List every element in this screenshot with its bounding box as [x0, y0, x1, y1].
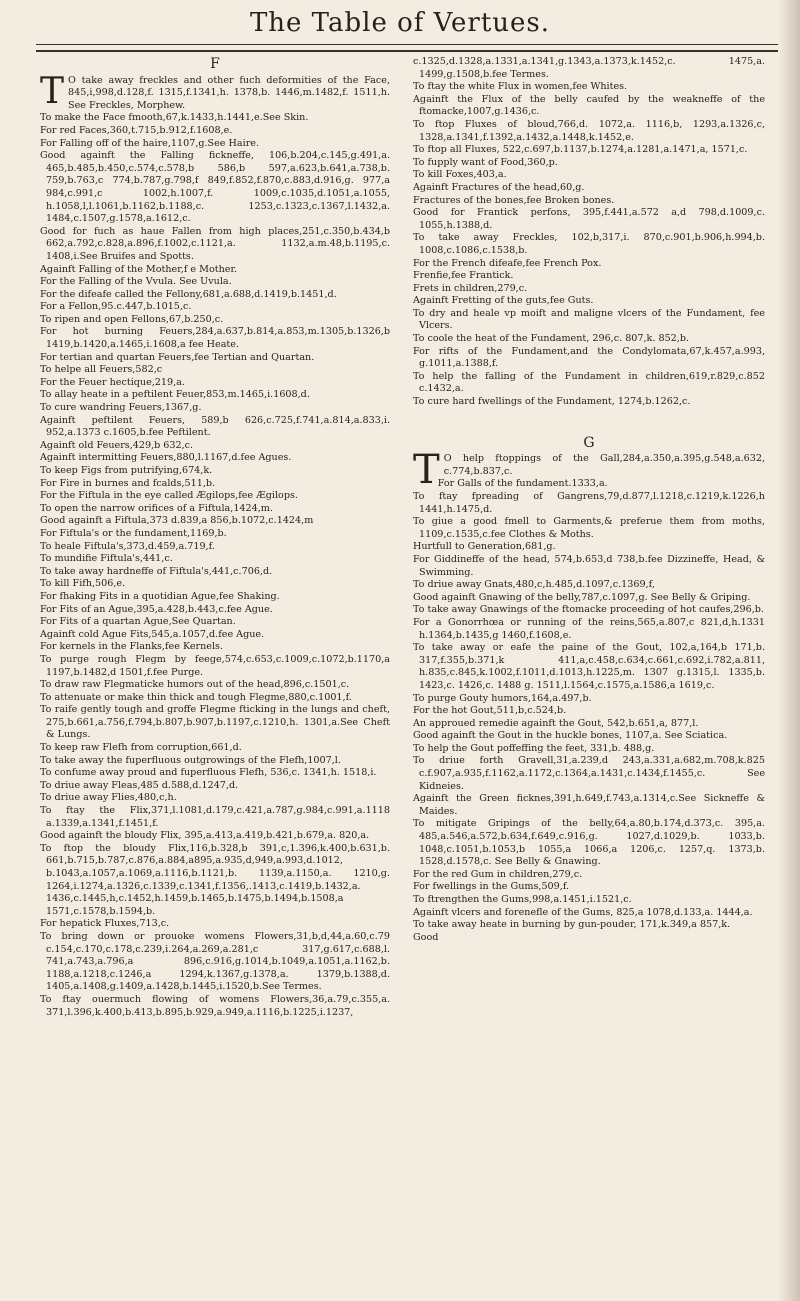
- index-entry: Good againft the Gout in the huckle bones, 1107,a. See Sciatica.: [413, 730, 728, 742]
- page-title: The Table of Vertues.: [249, 8, 551, 38]
- index-entry: To driue forth Gravell,31,a.239,d 243,a.331,a.682,m.708,k.825 c.f.907,a.935,f.1162,a.1172,c.1364,a.1431,c.1434,f.1455,c. See Kidneies.: [413, 755, 765, 792]
- index-entry: Fractures of the bones,fee Broken bones.: [413, 194, 615, 206]
- index-entry: Good: [413, 931, 439, 943]
- index-entry: To dry and heale vp moift and maligne vlcers of the Fundament, fee Vlcers.: [413, 307, 765, 332]
- index-entry: To ftay fpreading of Gangrens,79,d.877,l.1218,c.1219,k.1226,h 1441,h.1475,d.: [413, 491, 765, 515]
- index-entry: To driue away Gnats,480,c,h.485,d.1097,c.1369,f,: [413, 579, 655, 591]
- index-entry: For fhaking Fits in a quotidian Ague,fee Shaking.: [40, 590, 280, 602]
- index-entry: Frets in children,279,c.: [413, 282, 528, 294]
- index-entry: To purge rough Flegm by feege,574,c.653,c.1009,c.1072,b.1170,a 1197,b.1482,d 1501,f.fee Purge.: [40, 653, 390, 678]
- index-entry: Againft Falling of the Mother,f e Mother.: [40, 263, 238, 275]
- index-entry: To attenuate or make thin thick and tough Flegme,880,c.1001,f.: [40, 691, 352, 703]
- index-entry: Againft vlcers and forenefle of the Gums, 825,a 1078,d.133,a. 1444,a.: [413, 906, 753, 918]
- index-entry: For a Fellon,95.c.447,b.1015,c.: [40, 301, 192, 313]
- index-entry: For red Faces,360,t.715,b.912,f.1608,e.: [40, 124, 233, 136]
- index-entry: To mundifie Fiftula's,441,c.: [40, 553, 173, 565]
- index-entry: To driue away Flies,480,c,h.: [40, 792, 177, 804]
- index-entry: Againft Fretting of the guts,fee Guts.: [413, 295, 594, 307]
- index-entry: To giue a good fmell to Garments,& preferue them from moths, 1109,c.1535,c.fee Clothes & Moths.: [413, 516, 765, 540]
- index-entry: To take away Gnawings of the ftomacke proceeding of hot caufes,296,b.: [413, 604, 764, 616]
- index-entry: To mitigate Gripings of the belly,64,a.80,b.174,d.373,c. 395,a. 485,a.546,a.572,b.634,f.649,c.916,g. 1027,d.1029,b. 1033,b. 1048,c.1051,b.1053,b 1055,a 1066,a 1206,c. 1257,q. 1373,b. 1528,d.1578,c. See Belly & Gnawing.: [413, 818, 765, 868]
- index-entry: Good againft the Falling fickneffe, 106,b.204,c.145,g.491,a. 465,b.485,b.450,c.574,c.578,b 586,b 597,a.623,b.641,a.738,b. 759,b.763,c 774,b.787,g.798,f 849,f.852,f.870,c.883,d.916,g. 977,a 984,c.991,c 1002,h.1007,f. 1009,c.1035,d.1051,a.1055, h.1058,l,l.1061,b.1162,b.1188,c. 1253,c.1323,c.1367,l.1432,a. 1484,c.1507,g.1578,a.1612,c.: [40, 150, 390, 225]
- index-entry: To keep raw Flefh from corruption,661,d.: [40, 742, 242, 754]
- index-entry: To help the falling of the Fundament in children,619,r.829,c.852 c.1432,a.: [413, 370, 765, 395]
- index-entry: TO take away freckles and other fuch deformities of the Face, 845,i,998,d.128,f. 1315,f.1341,h. 1378,b. 1446,m.1482,f. 1511,h. See Freckles, Morphew.: [40, 70, 390, 112]
- index-entry: To make the Face fmooth,67,k.1433,h.1441,e.See Skin.: [40, 112, 309, 124]
- index-entry: For fwellings in the Gums,509,f.: [413, 881, 570, 893]
- section-letter-f: F: [210, 56, 220, 72]
- index-entry: To cure wandring Feuers,1367,g.: [40, 402, 202, 414]
- index-entry: For hot burning Feuers,284,a.637,b.814,a.853,m.1305,b.1326,b 1419,b.1420,a.1465,i.1608,a fee Heate.: [40, 326, 390, 351]
- index-entry: To purge Gouty humors,164,a.497,b.: [413, 692, 592, 704]
- index-entry: To kill Fifh,506,e.: [40, 578, 126, 590]
- index-entry: Againft Fractures of the head,60,g.: [413, 181, 585, 193]
- index-entry: For the Fiftula in the eye called Ægilops,fee Ægilops.: [40, 490, 298, 502]
- index-entry: To take away or eafe the paine of the Gout, 102,a,164,b 171,b. 317,f.355,b.371,k 411,a,c.458,c.634,c.661,c.692,i.782,a.811, h.835,c.845,k.1002,f.1011,d.1013,h.1225,m. 1307 g.1315,l. 1335,b. 1423,c. 1426,c. 1488 g. 1511,l.1564,c.1575,a.1586,a 1619,c.: [413, 642, 765, 691]
- index-entry: Good againft a Fiftula,373 d.839,a 856,b.1072,c.1424,m: [40, 515, 314, 527]
- index-entry: To bring down or prouoke womens Flowers,31,b,d,44,a.60,c.79 c.154,c.170,c.178,c.239,i.264,a.269,a.281,c 317,g.617,c.688,l. 741,a.743,a.796,a 896,c.916,g.1014,b.1049,a.1051,a.1162,b. 1188,a.1218,c.1246,a 1294,k.1367,g.1378,a. 1379,b.1388,d. 1405,a.1408,g.1409,a.1428,b.1445,i.1520,b.See Termes.: [40, 930, 390, 993]
- index-entry: To draw raw Flegmaticke humors out of the head,896,c.1501,c.: [40, 679, 350, 691]
- index-entry: For rifts of the Fundament,and the Condylomata,67,k.457,a.993, g.1011,a.1388,f.: [413, 345, 765, 370]
- index-entry: An approued remedie againft the Gout, 542,b.651,a, 877,l.: [413, 717, 699, 729]
- index-entry: For Fire in burnes and fcalds,511,b.: [40, 477, 216, 489]
- index-entry: To heale Fiftula's,373,d.459,a.719,f.: [40, 540, 215, 552]
- index-entry: For Giddineffe of the head, 574,b.653,d 738,b.fee Dizzineffe, Head, & Swimming.: [413, 553, 765, 578]
- index-entry: Good for Frantick perfons, 395,f.441,a.572 a,d 798,d.1009,c. 1055,h.1388,d.: [413, 207, 765, 231]
- index-entry: To allay heate in a peftilent Feuer,853,m.1465,i.1608,d.: [40, 389, 310, 401]
- index-entry: c.1325,d.1328,a.1331,a.1341,g.1343,a.1373,k.1452,c. 1475,a. 1499,g.1508,b.fee Termes.: [413, 56, 765, 80]
- index-entry: For hepatick Fluxes,713,c.: [40, 918, 170, 930]
- index-entry: For tertian and quartan Feuers,fee Tertian and Quartan.: [40, 351, 315, 363]
- index-entry: For Fits of a quartan Ague,See Quartan.: [40, 616, 236, 628]
- index-entry: To kill Foxes,403,a.: [413, 169, 507, 181]
- index-entry: Frenfie,fee Frantick.: [413, 270, 514, 282]
- index-entry: To take away hardneffe of Fiftula's,441,c.706,d.: [40, 565, 273, 577]
- index-entry: To take away heate in burning by gun-pouder, 171,k.349,a 857,k.: [413, 919, 731, 931]
- index-entry: To ripen and open Fellons,67,b.250,c.: [40, 313, 224, 325]
- index-entry: To help the Gout poffeffing the feet, 331,b. 488,g.: [413, 742, 655, 754]
- left-entries: [40, 70, 390, 1020]
- index-entry: For kernels in the Flanks,fee Kernels.: [40, 641, 224, 653]
- index-entry: Good for fuch as haue Fallen from high places,251,c.350,b.434,b 662,a.792,c.828,a.896,f.1002,c.1121,a. 1132,a.m.48,b.1195,c. 1408,i.See Bruifes and Spotts.: [40, 225, 390, 262]
- section-letter-g: G: [583, 434, 595, 451]
- index-entry: Againft old Feuers,429,b 632,c.: [40, 439, 194, 451]
- right-entries-g: [413, 447, 765, 944]
- index-entry: For Fits of an Ague,395,a.428,b.443,c.fee Ague.: [40, 603, 273, 615]
- index-entry: For Galls of the fundament.1333,a.: [437, 478, 608, 490]
- index-entry: To ftop Fluxes of bloud,766,d. 1072,a. 1116,b, 1293,a.1326,c, 1328,a.1341,f.1392,a.1432,a.1448,k.1452,e.: [413, 118, 765, 143]
- index-entry: To helpe all Feuers,582,c: [40, 364, 163, 376]
- index-entry: To confume away proud and fuperfluous Flefh, 536,c. 1341,h. 1518,i.: [40, 767, 377, 779]
- header-rule-bottom: [36, 50, 778, 52]
- index-entry: To ftay the Flix,371,l.1081,d.179,c.421,a.787,g.984,c.991,a.1118 a.1339,a.1341,f.1451,f.: [40, 805, 390, 829]
- index-entry: To ftop all Fluxes, 522,c.697,b.1137,b.1274,a.1281,a.1471,a, 1571,c.: [413, 144, 748, 156]
- index-entry: For the hot Gout,511,b,c.524,b.: [413, 705, 567, 717]
- index-entry: Againft peftilent Feuers, 589,b 626,c.725,f.741,a.814,a.833,i. 952,a.1373 c.1605,b.fee Peftilent.: [40, 414, 390, 439]
- index-entry: To take away the fuperfluous outgrowings of the Flefh,1007,l.: [40, 754, 341, 766]
- right-entries-f: [413, 56, 765, 409]
- index-entry: For Falling off of the haire,1107,g.See Haire.: [40, 137, 260, 149]
- index-entry: To coole the heat of the Fundament, 296,c. 807,k. 852,b.: [413, 333, 690, 345]
- index-entry: Againft the Green ficknes,391,h.649,f.743,a.1314,c.See Sickneffe & Maides.: [413, 793, 765, 817]
- index-entry: For the Feuer hectique,219,a.: [40, 376, 185, 388]
- index-entry: To take away Freckles, 102,b,317,i. 870,c.901,b.906,h.994,b. 1008,c.1086,c.1538,b.: [413, 232, 765, 256]
- index-entry: To ftop the bloudy Flix,116,b.328,b 391,c,1.396,k.400,b.631,b. 661,b.715,b.787,c.876,a.884,a895,a.935,d,949,a.993,d.1012, b.1043,a.1057,a.1069,a.1116,b.1121,b. 1139,a.1150,a. 1210,g. 1264,i.1274,a.1326,c.1339,c.1341,f.1356,.1413,c.1419,b.1432,a. 1436,c.1445,h,c.1452,h.1459,b.1465,b.1475,b.1494,b.1508,a 1571,c.1578,b.1594,b.: [40, 842, 390, 917]
- index-entry: Againft cold Ague Fits,545,a.1057,d.fee Ague.: [40, 628, 265, 640]
- index-entry: To ftay the white Flux in women,fee Whites.: [413, 81, 628, 93]
- index-entry: For the red Gum in children,279,c.: [413, 868, 583, 880]
- right-column: [413, 56, 765, 1261]
- index-entry: For Fiftula's or the fundament,1169,b.: [40, 527, 227, 539]
- index-entry: To raife gently tough and groffe Flegme fticking in the lungs and cheft, 275,b.661,a.756,f.794,b.807,b.907,b.1197,c.1210,h. 1301,a.See Cheft & Lungs.: [40, 704, 390, 741]
- index-entry: To fupply want of Food,360,p.: [413, 156, 558, 168]
- header-rule-top: [36, 44, 778, 45]
- index-entry: For the French difeafe,fee French Pox.: [413, 257, 602, 269]
- index-entry: To ftrengthen the Gums,998,a.1451,i.1521,c.: [413, 894, 632, 905]
- left-column: [40, 56, 390, 1261]
- index-entry: TO help ftoppings of the Gall,284,a.350,a.395,g.548,a.632, c.774,b.837,c.: [413, 447, 765, 494]
- index-entry: Againft the Flux of the belly caufed by the weakneffe of the ftomacke,1007,g.1436,c.: [413, 93, 765, 118]
- index-entry: To driue away Fleas,485 d.588,d.1247,d.: [40, 779, 239, 791]
- index-entry: For a Gonorrhœa or running of the reins,565,a.807,c 821,d,h.1331 h.1364,b.1435,g 1460,f.1608,e.: [413, 616, 765, 641]
- index-entry: Againft intermitting Feuers,880,l.1167,d.fee Agues.: [40, 452, 292, 464]
- index-entry: For the Falling of the Vvula. See Uvula.: [40, 276, 232, 288]
- index-entry: To keep Figs from putrifying,674,k.: [40, 465, 213, 476]
- index-entry: Good againft Gnawing of the belly,787,c.1097,g. See Belly & Griping.: [413, 591, 751, 603]
- index-entry: To open the narrow orifices of a Fiftula,1424,m.: [40, 502, 273, 514]
- page-binding-shadow: [778, 0, 800, 1301]
- index-entry: Hurtfull to Generation,681,g.: [413, 541, 556, 553]
- index-entry: For the difeafe called the Fellony,681,a.688,d.1419,b.1451,d.: [40, 288, 337, 300]
- section-gap: [413, 409, 765, 435]
- index-entry: To cure hard fwellings of the Fundament, 1274,b.1262,c.: [413, 396, 691, 408]
- index-entry: To ftay ouermuch flowing of womens Flowers,36,a.79,c.355,a. 371,l.396,k.400,b.413,b.895,b.929,a.949,a.1116,b.1225,i.1237,: [40, 993, 390, 1018]
- index-entry: Good againft the bloudy Flix, 395,a.413,a.419,b.421,b.679,a. 820,a.: [40, 830, 370, 842]
